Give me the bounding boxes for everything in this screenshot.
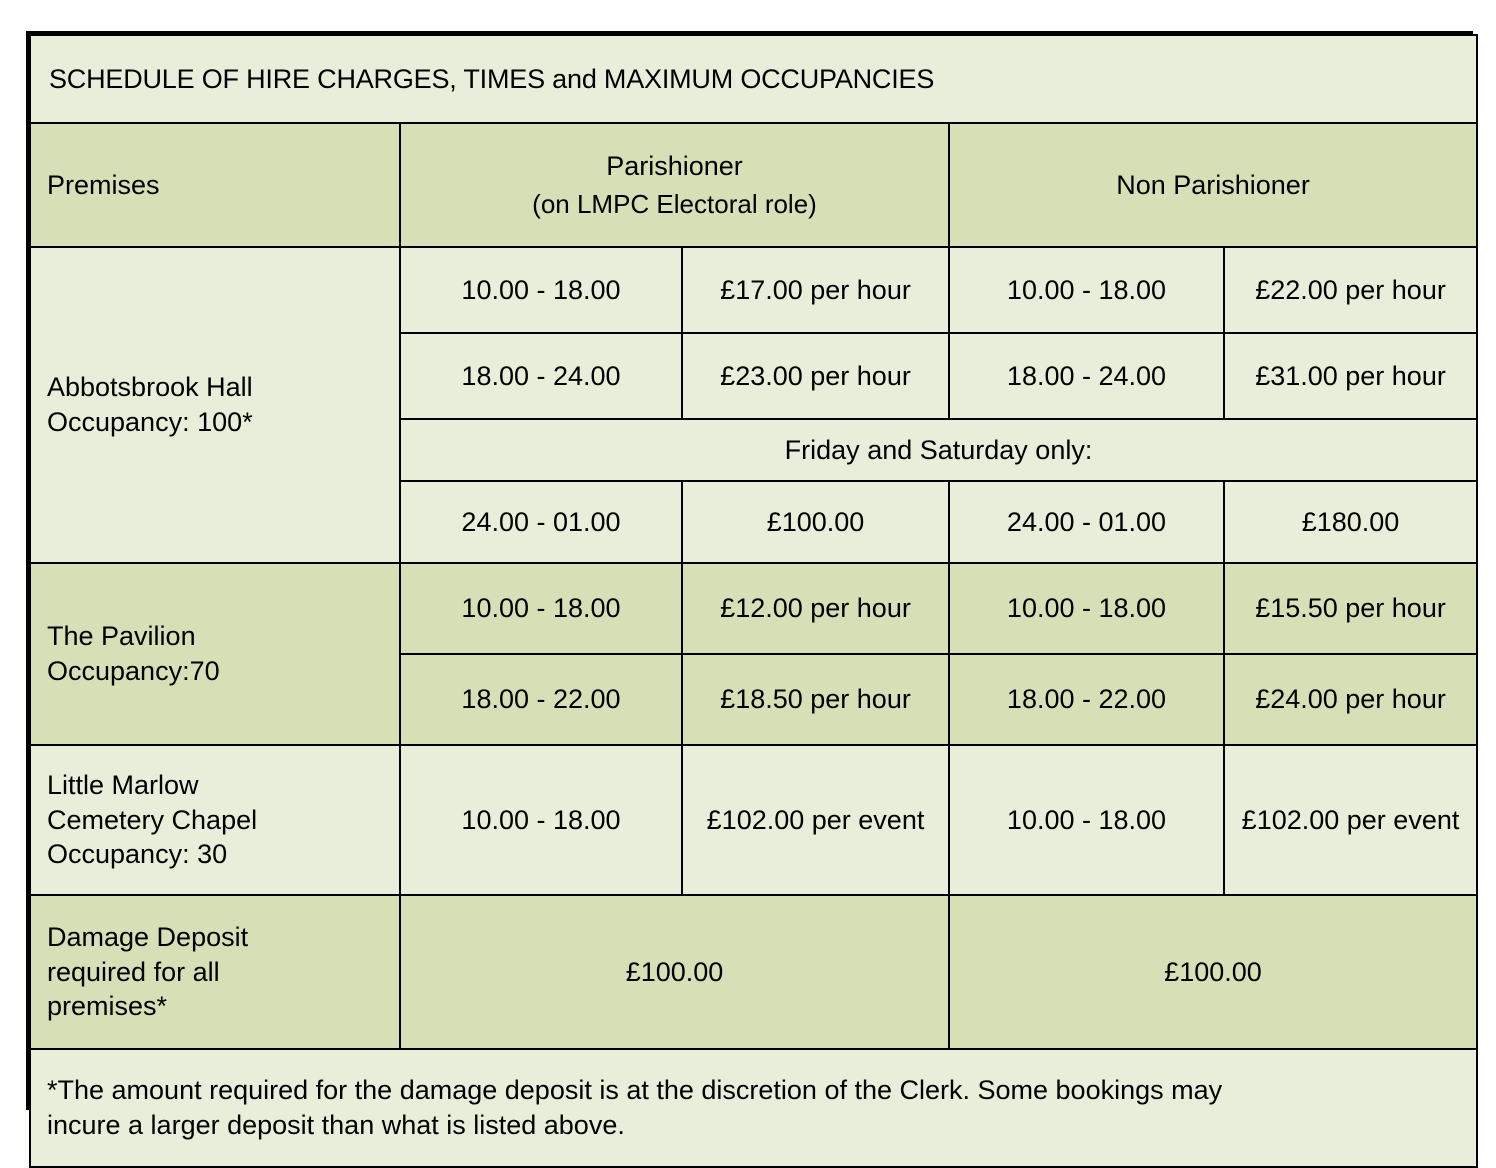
abbotsbrook-r3-nonparishioner-price: £180.00	[1224, 481, 1477, 563]
premises-occupancy-line: Occupancy:70	[47, 656, 220, 686]
header-parishioner	[400, 123, 949, 247]
premises-damage-deposit	[30, 895, 400, 1049]
deposit-parishioner-amount: £100.00	[400, 895, 949, 1049]
abbotsbrook-r1-nonparishioner-price: £22.00 per hour	[1224, 247, 1477, 333]
chapel-r1-nonparishioner-price: £102.00 per event	[1224, 745, 1477, 895]
abbotsbrook-friday-saturday-note: Friday and Saturday only:	[400, 419, 1477, 481]
abbotsbrook-r2-parishioner-time: 18.00 - 24.00	[400, 333, 682, 419]
deposit-nonparishioner-amount: £100.00	[949, 895, 1477, 1049]
premises-the-pavilion	[30, 563, 400, 745]
page-title: SCHEDULE OF HIRE CHARGES, TIMES and MAXIMUM OCCUPANCIES	[30, 35, 1477, 123]
pavilion-r2-nonparishioner-time: 18.00 - 22.00	[949, 654, 1224, 745]
pavilion-r1-nonparishioner-time: 10.00 - 18.00	[949, 563, 1224, 654]
abbotsbrook-r3-parishioner-time: 24.00 - 01.00	[400, 481, 682, 563]
premises-abbotsbrook-hall	[30, 247, 400, 563]
abbotsbrook-r2-parishioner-price: £23.00 per hour	[682, 333, 949, 419]
abbotsbrook-r1-parishioner-time: 10.00 - 18.00	[400, 247, 682, 333]
abbotsbrook-r2-nonparishioner-time: 18.00 - 24.00	[949, 333, 1224, 419]
abbotsbrook-r3-nonparishioner-time: 24.00 - 01.00	[949, 481, 1224, 563]
premises-name-line: The Pavilion	[47, 621, 196, 652]
chapel-r1-parishioner-price: £102.00 per event	[682, 745, 949, 895]
pavilion-r2-parishioner-price: £18.50 per hour	[682, 654, 949, 745]
header-parishioner-label: Parishioner	[606, 151, 743, 182]
abbotsbrook-r3-parishioner-price: £100.00	[682, 481, 949, 563]
chapel-r1-parishioner-time: 10.00 - 18.00	[400, 745, 682, 895]
deposit-label-line-2: required for all	[47, 956, 220, 987]
title-row	[30, 35, 1477, 123]
abbotsbrook-r2-nonparishioner-price: £31.00 per hour	[1224, 333, 1477, 419]
pavilion-r1-parishioner-time: 10.00 - 18.00	[400, 563, 682, 654]
abbotsbrook-r1-nonparishioner-time: 10.00 - 18.00	[949, 247, 1224, 333]
pavilion-r1-nonparishioner-price: £15.50 per hour	[1224, 563, 1477, 654]
footnote-row	[30, 1049, 1477, 1167]
table-row	[30, 745, 1477, 895]
pavilion-r2-nonparishioner-price: £24.00 per hour	[1224, 654, 1477, 745]
schedule-table-frame	[26, 31, 1473, 1140]
premises-name-line-2: Cemetery Chapel	[47, 804, 258, 835]
footnote	[30, 1049, 1477, 1167]
premises-occupancy-line: Occupancy: 100*	[47, 407, 253, 437]
hire-charges-table	[29, 34, 1478, 1168]
chapel-r1-nonparishioner-time: 10.00 - 18.00	[949, 745, 1224, 895]
header-parishioner-sublabel: (on LMPC Electoral role)	[532, 188, 817, 219]
table-row	[30, 563, 1477, 654]
deposit-label-line-3: premises*	[47, 991, 168, 1022]
footnote-line-2: incure a larger deposit than what is listed above.	[47, 1110, 625, 1140]
premises-little-marlow-cemetery-chapel	[30, 745, 400, 895]
header-premises: Premises	[30, 123, 400, 247]
deposit-label-line-1: Damage Deposit	[47, 922, 249, 953]
table-row	[30, 247, 1477, 333]
table-row	[30, 895, 1477, 1049]
header-non-parishioner: Non Parishioner	[949, 123, 1477, 247]
pavilion-r1-parishioner-price: £12.00 per hour	[682, 563, 949, 654]
premises-name-line: Abbotsbrook Hall	[47, 372, 253, 403]
footnote-line-1: *The amount required for the damage deposit is at the discretion of the Clerk. Some bookings may	[47, 1075, 1223, 1106]
abbotsbrook-r1-parishioner-price: £17.00 per hour	[682, 247, 949, 333]
premises-name-line: Little Marlow	[47, 770, 199, 801]
column-header-row	[30, 123, 1477, 247]
pavilion-r2-parishioner-time: 18.00 - 22.00	[400, 654, 682, 745]
premises-occupancy-line: Occupancy: 30	[47, 839, 228, 870]
